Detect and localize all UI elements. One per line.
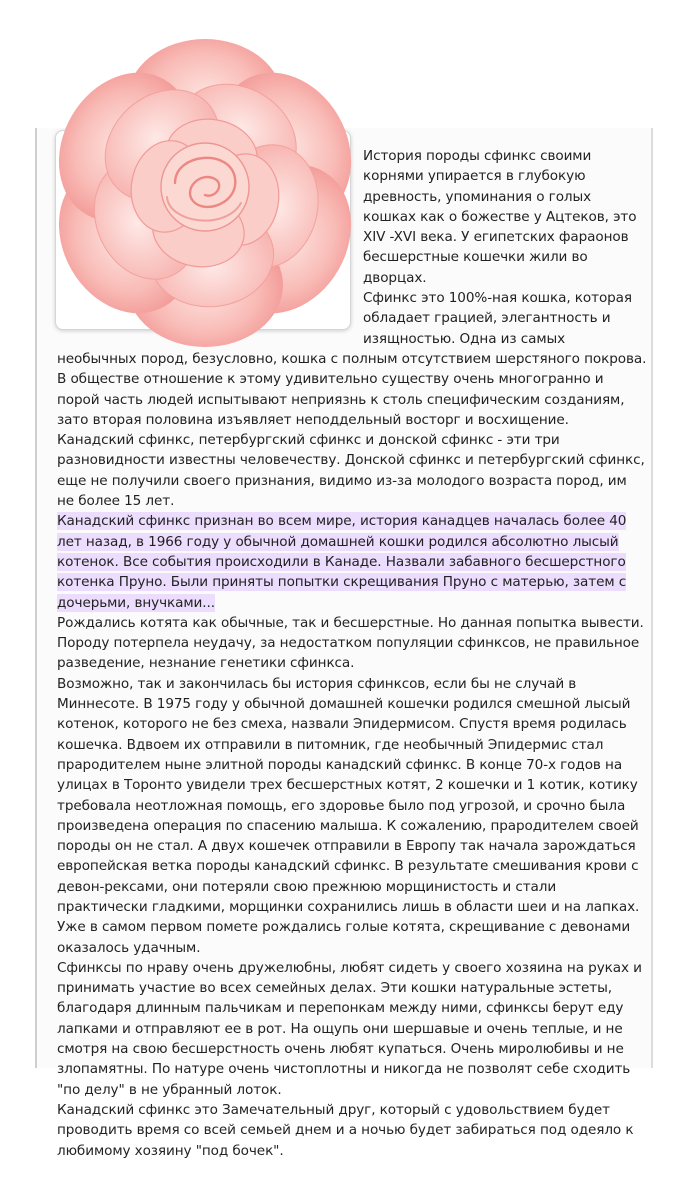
article-paragraph-1: История породы сфинкс своими корнями упирается в глубокую древность, упоминания о голых кошках как о божестве у Ацтеков, это XIV -XVI века. У египетских фараонов бесшерстные кошечки жили во дворцах. <box>363 148 637 286</box>
article-paragraph-6: Сфинксы по нраву очень дружелюбны, любят сидеть у своего хозяина на руках и принимать участие во всех семейных делах. Эти кошки натуральные эстеты, благодаря длинным пальчикам и перепонкам между ними, сфинксы берут еду лапками и отправляют ее в рот. На ощупь они шершавые и очень теплые, и не смотря на свою бесшерстность очень любят купаться. Очень миролюбивы и не злопамятны. По натуре очень чистоплотны и никогда не позволят себе сходить "по делу" в не убранный лоток. <box>57 959 642 1098</box>
article-paragraph-2: Сфинкс это 100%-ная кошка, которая обладает грацией, элегантность и изящностью. Одна из самых необычных пород, безусловно, кошка с полным отсутствием шерстяного покрова. В обществе отношение к этому удивительно существу очень многогранно и порой часть людей испытывают неприязнь к столь специфическим созданиям, зато вторая половина изъявляет неподдельный восторг и восхищение. <box>57 290 647 428</box>
article-paragraph-highlighted[interactable] <box>57 511 647 612</box>
highlighted-text-selection[interactable]: Канадский сфинкс признан во всем мире, история канадцев началась более 40 лет назад, в 1966 году у обычной домашней кошки родился абсолютно лысый котенок. Все события происходили в Канаде. Назвали забавного бесшерстного котенка Пруно. Были приняты попытки скрещивания Пруно с матерью, затем с дочерьми, внучками... <box>57 513 627 611</box>
article-paragraph-3: Канадский сфинкс, петербургский сфинкс и донской сфинкс - эти три разновидности известны человечеству. Донской сфинкс и петербургский сфинкс, еще не получили своего признания, видимо из-за молодого возраста пород, им не более 15 лет. <box>57 432 645 510</box>
rose-icon <box>40 28 370 358</box>
article-paragraph-7: Канадский сфинкс это Замечательный друг, который с удовольствием будет проводить время со всей семьей днем и а ночью будет забираться под одеяло к любимому хозяину "под бочек". <box>57 1101 634 1159</box>
rose-bud <box>161 143 249 231</box>
article-paragraph-5: Возможно, так и закончилась бы история сфинксов, если бы не случай в Миннесоте. В 1975 году у обычной домашней кошечки родился смешной лысый котенок, которого не без смеха, назвали Эпидермисом. Спустя время родилась кошечка. Вдвоем их отправили в питомник, где необычный Эпидермис стал прародителем ныне элитной породы канадский сфинкс. В конце 70-х годов на улицах в Торонто увидели трех бесшерстных котят, 2 кошечки и 1 котик, котику требовала неотложная помощь, его здоровье было под угрозой, и срочно была произведена операция по спасению малыша. К сожалению, прародителем своей породы он не стал. А двух кошечек отправили в Европу так начала зарождаться европейская ветка породы канадский сфинкс. В результате смешивания крови с девон-рексами, они потеряли свою прежнюю морщинистость и стали практически гладкими, морщинки сохранились лишь в области шеи и на лапках. Уже в самом первом помете рождались голые котята, скрещивание с девонами оказалось удачным. <box>57 675 640 956</box>
article-paragraph-4: Рождались котята как обычные, так и бесшерстные. Но данная попытка вывести. Породу потерпела неудачу, за недостатком популяции сфинксов, не правильное разведение, незнание генетики сфинкса. <box>57 614 644 672</box>
